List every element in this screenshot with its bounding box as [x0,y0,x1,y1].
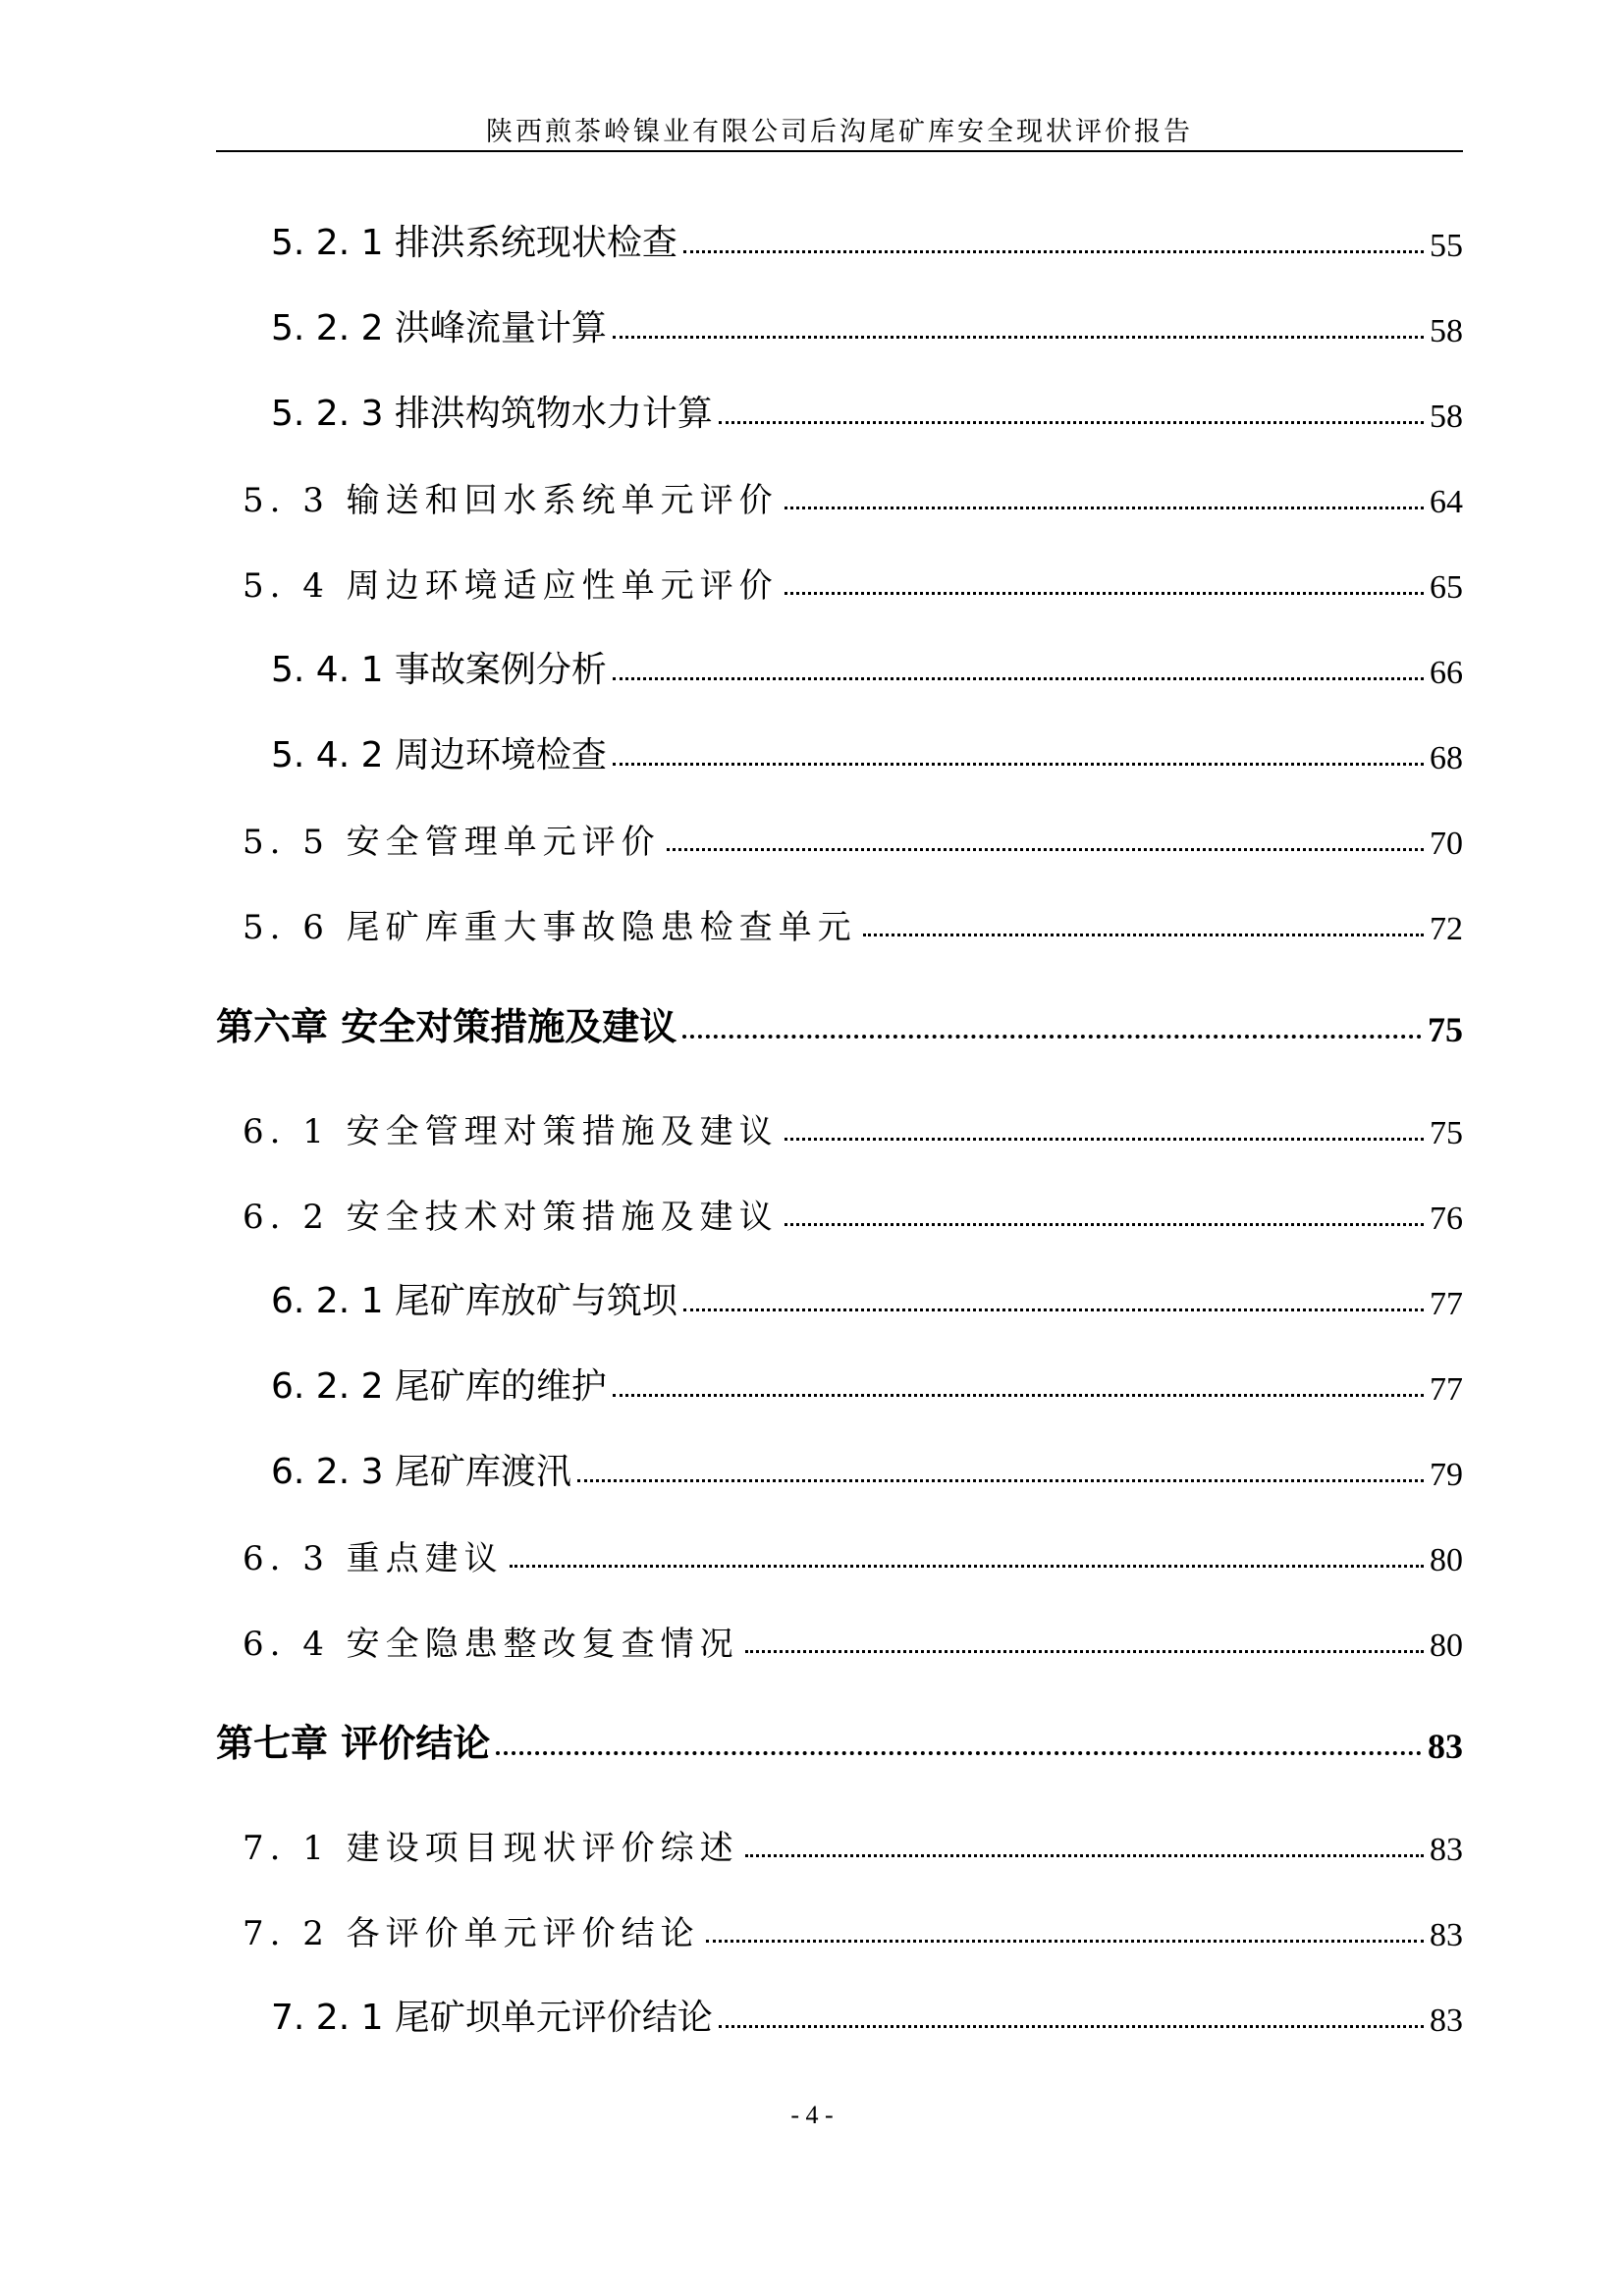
toc-page-number: 77 [1430,1286,1463,1322]
dot-leader [719,421,1424,424]
toc-entry[interactable] [0,297,1463,350]
toc-entry-label: 5. 4. 2 周边环境检查 [271,735,607,775]
toc-entry-label: 5. 4 周边环境适应性单元评价 [243,566,779,606]
page-number-footer: - 4 - [790,2101,834,2129]
dot-leader [510,1565,1424,1568]
toc-entry-label: 5. 2. 2 洪峰流量计算 [271,308,607,348]
toc-page-number: 72 [1430,911,1463,947]
toc-page-number: 83 [1430,1917,1463,1953]
toc-chapter-label: 第六章 安全对策措施及建议 [216,1005,677,1048]
dot-leader [683,1308,1424,1311]
toc-entry[interactable] [0,639,1463,692]
dot-leader [745,1854,1424,1857]
toc-entry-label: 7. 2. 1 尾矿坝单元评价结论 [271,1998,713,2038]
dot-leader [785,592,1424,595]
toc-entry[interactable] [0,1270,1463,1323]
header-rule [216,150,1463,152]
toc-page-number: 58 [1430,399,1463,435]
toc-chapter-label: 第七章 评价结论 [216,1722,491,1765]
dot-leader [613,336,1424,339]
toc-entry[interactable] [0,1185,1463,1238]
toc-entry-label: 6. 2. 1 尾矿库放矿与筑坝 [271,1281,677,1321]
toc-entry-label: 6. 1 安全管理对策措施及建议 [243,1112,779,1151]
toc-page-number: 83 [1430,1832,1463,1868]
dot-leader [496,1751,1422,1755]
toc-entry-label: 7. 2 各评价单元评价结论 [243,1914,700,1953]
toc-page-number: 76 [1430,1201,1463,1237]
toc-chapter-entry[interactable] [0,997,1463,1050]
toc-entry[interactable] [0,1356,1463,1409]
toc-entry[interactable] [0,468,1463,521]
toc-page-number: 77 [1430,1371,1463,1408]
toc-entry[interactable] [0,554,1463,607]
toc-entry[interactable] [0,383,1463,436]
toc-entry-label: 6. 2 安全技术对策措施及建议 [243,1198,779,1237]
toc-page-number: 66 [1430,655,1463,691]
toc-entry-label: 5. 4. 1 事故案例分析 [271,650,607,690]
dot-leader [785,1138,1424,1141]
toc-entry[interactable] [0,1099,1463,1152]
dot-leader [577,1479,1424,1482]
toc-entry[interactable] [0,1441,1463,1494]
toc-page-number: 68 [1430,740,1463,776]
toc-entry-label: 6. 3 重点建议 [243,1539,504,1578]
dot-leader [785,1223,1424,1226]
toc-page-number: 70 [1430,826,1463,862]
toc-page-number: 83 [1428,1727,1463,1766]
toc-entry-label: 6. 2. 3 尾矿库渡汛 [271,1452,571,1492]
toc-entry-label: 7. 1 建设项目现状评价综述 [243,1829,739,1868]
toc-entry-label: 5. 3 输送和回水系统单元评价 [243,481,779,520]
toc-page-number: 64 [1430,484,1463,520]
toc-entry-label: 5. 5 安全管理单元评价 [243,823,661,862]
dot-leader [719,2025,1424,2028]
toc-entry-label: 5. 2. 3 排洪构筑物水力计算 [271,394,713,434]
dot-leader [682,1035,1422,1039]
toc-entry-label: 5. 2. 1 排洪系统现状检查 [271,223,677,263]
dot-leader [785,507,1424,509]
toc-chapter-entry[interactable] [0,1714,1463,1767]
toc-entry-label: 5. 6 尾矿库重大事故隐患检查单元 [243,908,857,947]
dot-leader [613,677,1424,680]
dot-leader [613,1394,1424,1397]
toc-page-number: 55 [1430,228,1463,264]
toc-entry[interactable] [0,1987,1463,2040]
toc-page-number: 75 [1430,1115,1463,1151]
toc-page-number: 75 [1428,1010,1463,1049]
toc-page-number: 65 [1430,569,1463,606]
toc-entry[interactable] [0,1901,1463,1954]
toc-entry[interactable] [0,1612,1463,1665]
running-header: 陕西煎茶岭镍业有限公司后沟尾矿库安全现状评价报告 [486,117,1193,147]
toc-entry[interactable] [0,895,1463,948]
toc-page-number: 83 [1430,2002,1463,2039]
dot-leader [745,1650,1424,1653]
toc-entry[interactable] [0,810,1463,863]
toc-entry[interactable] [0,724,1463,777]
dot-leader [683,250,1424,253]
toc-page-number: 80 [1430,1628,1463,1664]
toc-entry-label: 6. 2. 2 尾矿库的维护 [271,1366,607,1407]
dot-leader [613,763,1424,766]
toc-entry[interactable] [0,212,1463,265]
toc-page-number: 80 [1430,1542,1463,1578]
toc-entry[interactable] [0,1526,1463,1579]
dot-leader [706,1940,1424,1943]
toc-page-number: 58 [1430,313,1463,349]
toc-page-number: 79 [1430,1457,1463,1493]
dot-leader [667,848,1424,851]
toc-entry[interactable] [0,1816,1463,1869]
toc-entry-label: 6. 4 安全隐患整改复查情况 [243,1625,739,1664]
dot-leader [863,934,1424,936]
